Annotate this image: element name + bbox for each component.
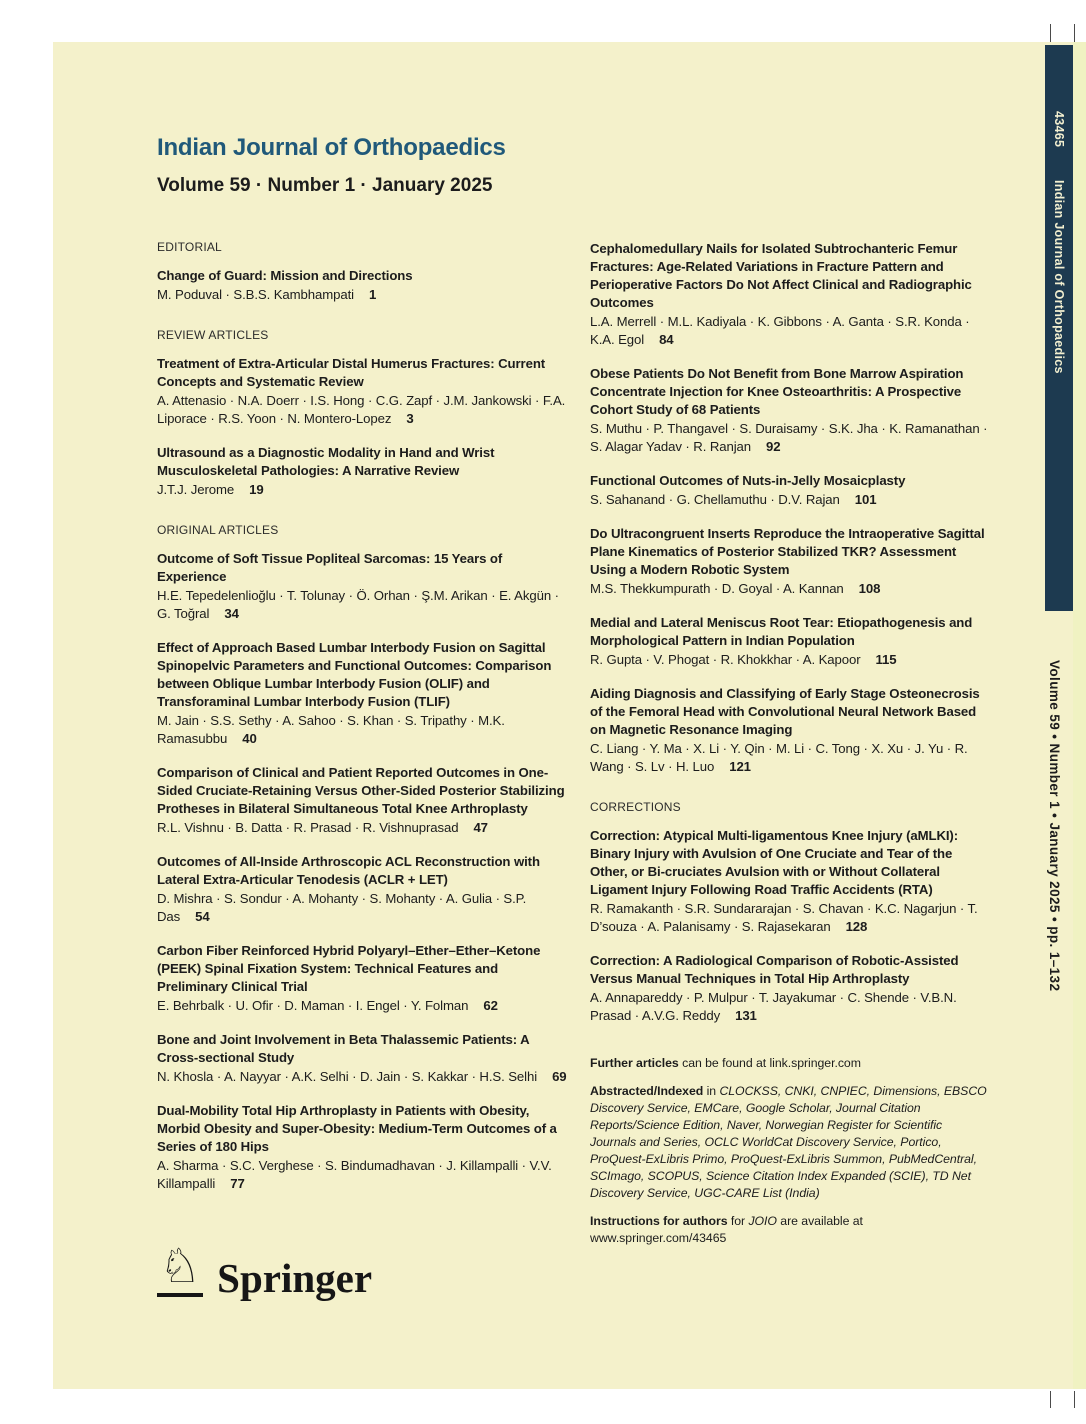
article-authors <box>590 491 991 509</box>
toc-article <box>157 942 569 1015</box>
toc-section-header: REVIEW ARTICLES <box>157 328 269 342</box>
article-authors <box>157 997 569 1015</box>
article-author-list: M. Jain · S.S. Sethy · A. Sahoo · S. Khan · S. Tripathy · M.K. Ramasubbu <box>157 713 505 746</box>
article-authors <box>590 313 991 349</box>
article-title: Bone and Joint Involvement in Beta Thalassemic Patients: A Cross-sectional Study <box>157 1032 530 1065</box>
article-authors <box>590 900 991 936</box>
spine-journal-code: 43465 <box>1052 111 1066 148</box>
article-title: Functional Outcomes of Nuts-in-Jelly Mosaicplasty <box>590 473 906 488</box>
article-page-number: 47 <box>473 820 488 835</box>
article-page-number: 54 <box>195 909 210 924</box>
note-indexed-list: CLOCKSS, CNKI, CNPIEC, Dimensions, EBSCO Discovery Service, EMCare, Google Scholar, Journal Citation Reports/Science Edition, Naver, Norwegian Register for Scientific Journals and Series, OCLC WorldCat Discovery Service, Portico, ProQuest-ExLibris Primo, ProQuest-ExLibris Summon, PubMedCentral, SCImago, SCOPUS, Science Citation Index Expanded (SCIE), TD Net Discovery Service, UGC-CARE List (India) <box>590 1084 987 1200</box>
article-page-number: 19 <box>249 482 264 497</box>
article-page-number: 84 <box>659 332 674 347</box>
toc-article <box>157 1031 569 1086</box>
article-title: Effect of Approach Based Lumbar Interbody Fusion on Sagittal Spinopelvic Parameters and Functional Outcomes: Comparison between Oblique Lumbar Interbody Fusion (OLIF) and Transforaminal Lumbar Interbody Fusion (TLIF) <box>157 640 552 709</box>
article-title: Aiding Diagnosis and Classifying of Early Stage Osteonecrosis of the Femoral Head with Convolutional Neural Network Based on Magnetic Resonance Imaging <box>590 686 980 737</box>
article-title: Dual-Mobility Total Hip Arthroplasty in Patients with Obesity, Morbid Obesity and Super-Obesity: Medium-Term Outcomes of a Series of 180 Hips <box>157 1103 557 1154</box>
knight-glyph: ♘ <box>159 1239 202 1294</box>
article-author-list: M.S. Thekkumpurath · D. Goyal · A. Kannan <box>590 581 844 596</box>
article-page-number: 3 <box>406 411 414 426</box>
toc-section-header: CORRECTIONS <box>590 800 681 814</box>
article-page-number: 128 <box>845 919 868 934</box>
publisher-wordmark: Springer <box>217 1255 373 1301</box>
toc-left-column <box>157 240 569 1258</box>
spine-bar <box>1045 45 1073 611</box>
article-author-list: A. Sharma · S.C. Verghese · S. Bindumadhavan · J. Killampalli · V.V. Killampalli <box>157 1158 552 1191</box>
journal-title: Indian Journal of Orthopaedics <box>157 134 506 161</box>
toc-article <box>590 685 991 776</box>
article-page-number: 121 <box>729 759 751 774</box>
toc-article <box>590 365 991 456</box>
article-author-list: D. Mishra · S. Sondur · A. Mohanty · S. Mohanty · A. Gulia · S.P. Das <box>157 891 527 924</box>
toc-section-header: EDITORIAL <box>157 240 222 254</box>
article-author-list: S. Muthu · P. Thangavel · S. Duraisamy · S.K. Jha · K. Ramanathan · S. Alagar Yadav · R. Ranjan <box>590 421 988 454</box>
note-instructions <box>590 1213 991 1247</box>
toc-article <box>590 952 991 1025</box>
article-page-number: 77 <box>230 1176 245 1191</box>
article-title: Cephalomedullary Nails for Isolated Subtrochanteric Femur Fractures: Age-Related Variations in Fracture Pattern and Perioperative Factors Do Not Affect Clinical and Radiographic Outcomes <box>590 241 972 310</box>
toc-article <box>157 764 569 837</box>
note-instructions-bold: Instructions for authors <box>590 1214 728 1228</box>
toc-article <box>590 472 991 509</box>
journal-toc-page <box>53 42 1086 1389</box>
note-instructions-mid: for <box>727 1214 749 1228</box>
article-author-list: J.T.J. Jerome <box>157 482 235 497</box>
article-author-list: R. Gupta · V. Phogat · R. Khokkhar · A. Kapoor <box>590 652 861 667</box>
article-authors <box>157 392 569 428</box>
article-page-number: 69 <box>552 1069 567 1084</box>
crop-mark-bottom-right-1 <box>1050 1391 1051 1408</box>
article-title: Correction: A Radiological Comparison of Robotic-Assisted Versus Manual Techniques in Total Hip Arthroplasty <box>590 953 959 986</box>
article-title: Outcomes of All-Inside Arthroscopic ACL Reconstruction with Lateral Extra-Articular Tenodesis (ACLR + LET) <box>157 854 540 887</box>
article-page-number: 131 <box>735 1008 757 1023</box>
article-authors <box>590 580 991 598</box>
toc-article <box>590 525 991 598</box>
article-author-list: E. Behrbalk · U. Ofir · D. Maman · I. Engel · Y. Folman <box>157 998 469 1013</box>
article-page-number: 1 <box>369 287 377 302</box>
note-further-rest: can be found at link.springer.com <box>678 1056 861 1070</box>
article-author-list: C. Liang · Y. Ma · X. Li · Y. Qin · M. Li · C. Tong · X. Xu · J. Yu · R. Wang · S. Lv · H. Luo <box>590 741 968 774</box>
article-authors <box>157 1068 569 1086</box>
article-authors <box>157 712 569 748</box>
article-title: Change of Guard: Mission and Directions <box>157 268 413 283</box>
article-title: Comparison of Clinical and Patient Reported Outcomes in One-Sided Cruciate-Retaining Versus Other-Sided Posterior Stabilizing Protheses in Bilateral Simultaneous Total Knee Arthroplasty <box>157 765 565 816</box>
article-authors <box>590 989 991 1025</box>
article-authors <box>157 1157 569 1193</box>
note-further-articles <box>590 1055 991 1072</box>
article-title: Ultrasound as a Diagnostic Modality in Hand and Wrist Musculoskeletal Pathologies: A Narrative Review <box>157 445 495 478</box>
article-authors <box>157 890 569 926</box>
toc-article <box>157 853 569 926</box>
article-page-number: 108 <box>858 581 881 596</box>
article-author-list: M. Poduval · S.B.S. Kambhampati <box>157 287 354 302</box>
spine-volume-line: Volume 59 • Number 1 • January 2025 • pp. 1–132 <box>1047 660 1062 992</box>
article-author-list: A. Annapareddy · P. Mulpur · T. Jayakumar · C. Shende · V.B.N. Prasad · A.V.G. Reddy <box>590 990 957 1023</box>
article-title: Outcome of Soft Tissue Popliteal Sarcomas: 15 Years of Experience <box>157 551 503 584</box>
toc-columns <box>157 240 991 1258</box>
note-abstracted-indexed <box>590 1083 991 1202</box>
toc-article <box>157 444 569 499</box>
article-page-number: 92 <box>766 439 781 454</box>
article-author-list: R. Ramakanth · S.R. Sundararajan · S. Chavan · K.C. Nagarjun · T. D’souza · A. Palanisamy · S. Rajasekaran <box>590 901 978 934</box>
article-authors <box>590 651 991 669</box>
article-page-number: 101 <box>854 492 877 507</box>
article-authors <box>590 740 991 776</box>
toc-article <box>157 550 569 623</box>
toc-article <box>590 614 991 669</box>
article-authors <box>157 587 569 623</box>
article-title: Medial and Lateral Meniscus Root Tear: Etiopathogenesis and Morphological Pattern in Indian Population <box>590 615 973 648</box>
toc-article <box>157 1102 569 1193</box>
article-title: Correction: Atypical Multi-ligamentous Knee Injury (aMLKI): Binary Injury with Avulsion of One Cruciate and Tear of the Other, or Bi-cruciates Avulsion with or Without Collateral Ligament Injury Following Road Traffic Accidents (RTA) <box>590 828 959 897</box>
crop-mark-top-right-2 <box>1074 24 1075 42</box>
toc-article <box>590 240 991 349</box>
toc-article <box>157 267 569 304</box>
article-page-number: 62 <box>483 998 498 1013</box>
article-authors <box>157 819 569 837</box>
spine-journal-title: Indian Journal of Orthopaedics <box>1052 180 1066 375</box>
article-author-list: A. Attenasio · N.A. Doerr · I.S. Hong · C.G. Zapf · J.M. Jankowski · F.A. Liporace · R.S. Yoon · N. Montero-Lopez <box>157 393 566 426</box>
article-author-list: R.L. Vishnu · B. Datta · R. Prasad · R. Vishnuprasad <box>157 820 459 835</box>
toc-article <box>157 639 569 748</box>
crop-mark-top-right-1 <box>1050 24 1051 42</box>
article-authors <box>157 286 569 304</box>
article-title: Do Ultracongruent Inserts Reproduce the Intraoperative Sagittal Plane Kinematics of Posterior Stabilized TKR? Assessment Using a Modern Robotic System <box>590 526 985 577</box>
springer-horse-icon <box>157 1239 203 1297</box>
publisher-logo <box>157 1239 373 1301</box>
article-title: Treatment of Extra-Articular Distal Humerus Fractures: Current Concepts and Systematic Review <box>157 356 546 389</box>
page-edge-strip <box>1073 42 1086 1389</box>
toc-article <box>590 827 991 936</box>
article-authors <box>157 481 569 499</box>
toc-right-column-list <box>590 240 991 1025</box>
article-author-list: H.E. Tepedelenlioğlu · T. Tolunay · Ö. Orhan · Ş.M. Arikan · E. Akgün · G. Toğral <box>157 588 559 621</box>
article-page-number: 34 <box>224 606 239 621</box>
article-title: Carbon Fiber Reinforced Hybrid Polyaryl–Ether–Ether–Ketone (PEEK) Spinal Fixation System: Technical Features and Preliminary Clinical Trial <box>157 943 541 994</box>
issue-line: Volume 59 · Number 1 · January 2025 <box>157 175 493 196</box>
article-authors <box>590 420 991 456</box>
note-further-bold: Further articles <box>590 1056 679 1070</box>
toc-article <box>157 355 569 428</box>
crop-mark-bottom-right-2 <box>1074 1391 1075 1408</box>
note-instructions-rest: are available at www.springer.com/43465 <box>590 1214 863 1245</box>
article-page-number: 115 <box>875 652 897 667</box>
article-author-list: N. Khosla · A. Nayyar · A.K. Selhi · D. Jain · S. Kakkar · H.S. Selhi <box>157 1069 538 1084</box>
article-title: Obese Patients Do Not Benefit from Bone Marrow Aspiration Concentrate Injection for Knee Osteoarthritis: A Prospective Cohort Study of 68 Patients <box>590 366 964 417</box>
toc-right-column <box>590 240 991 1258</box>
note-indexed-mid: in <box>703 1084 720 1098</box>
footer-notes <box>590 1055 991 1247</box>
article-author-list: L.A. Merrell · M.L. Kadiyala · K. Gibbons · A. Ganta · S.R. Konda · K.A. Egol <box>590 314 970 347</box>
note-indexed-bold: Abstracted/Indexed <box>590 1084 704 1098</box>
article-page-number: 40 <box>242 731 257 746</box>
article-author-list: S. Sahanand · G. Chellamuthu · D.V. Rajan <box>590 492 840 507</box>
toc-section-header: ORIGINAL ARTICLES <box>157 523 279 537</box>
note-instructions-journal: JOIO <box>748 1214 777 1228</box>
